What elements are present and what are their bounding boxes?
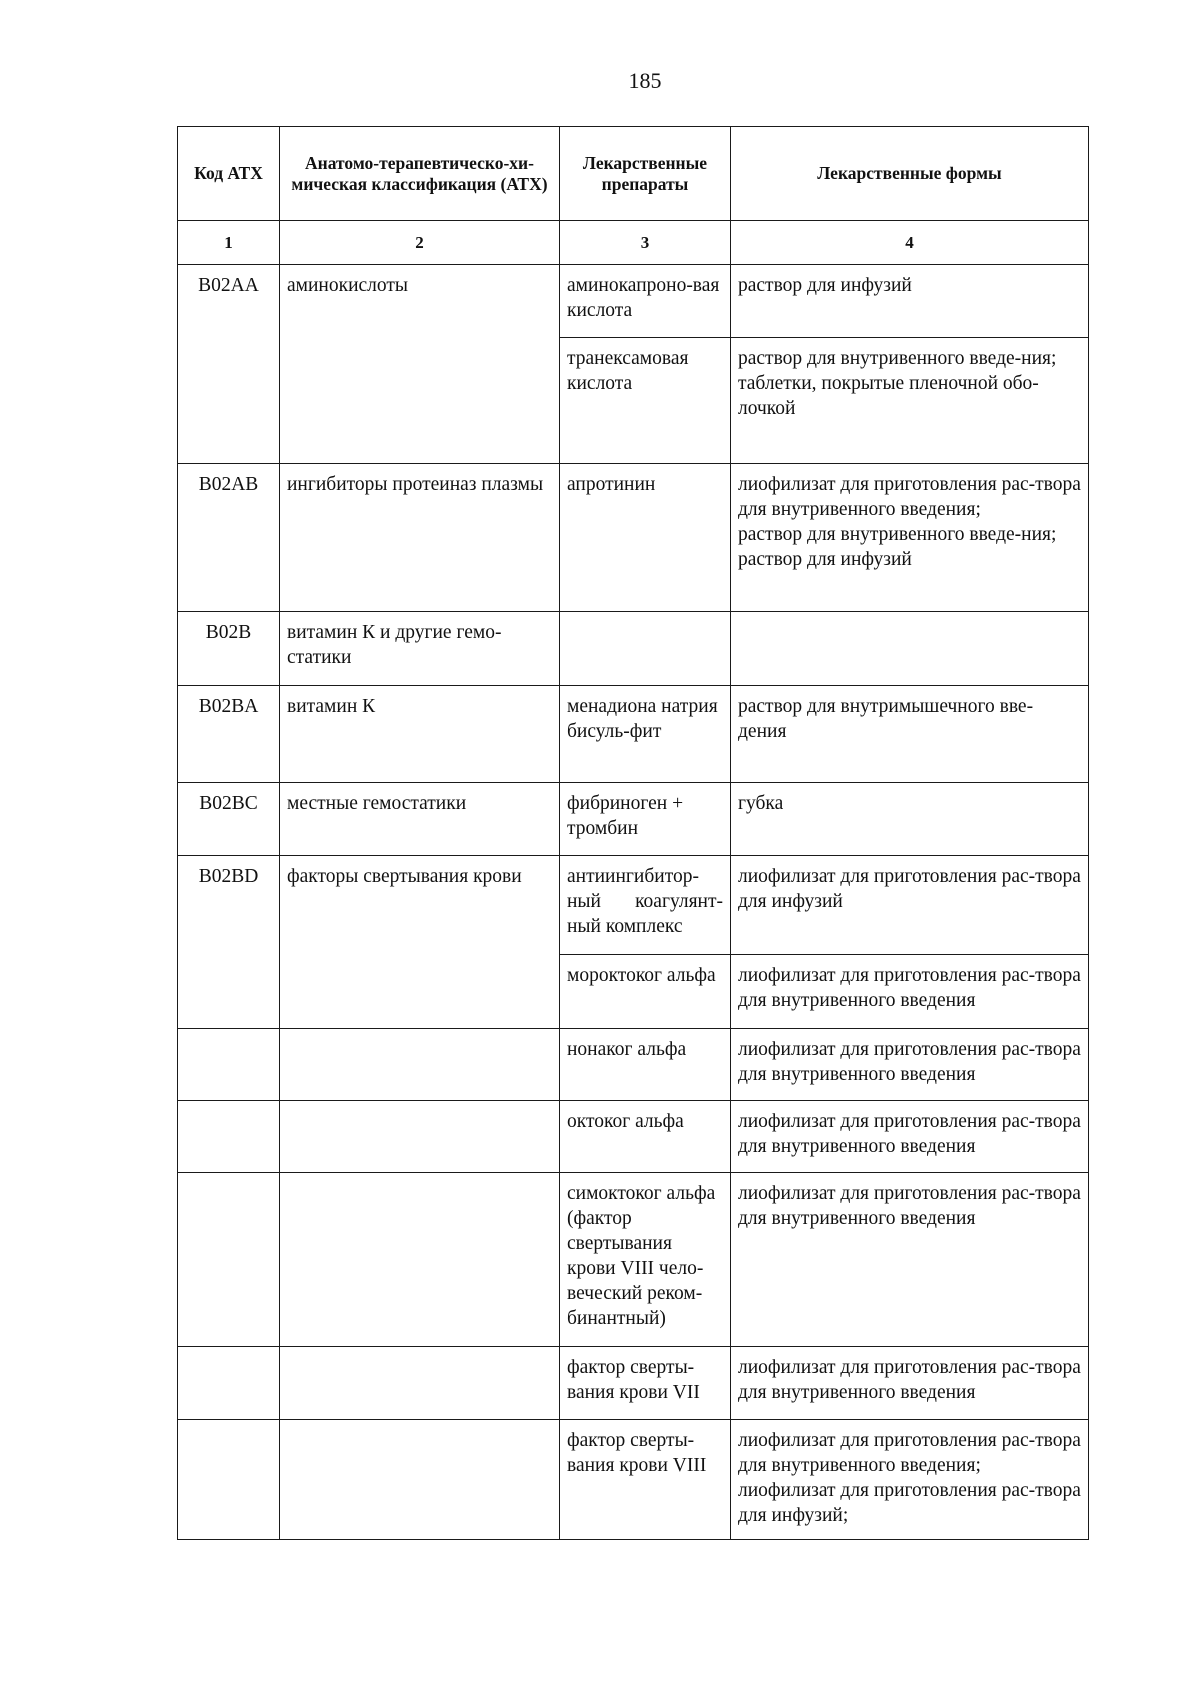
form-line: лиофилизат для приготовления рас-твора для внутривенного введения xyxy=(738,1111,1081,1157)
header-row xyxy=(178,127,1089,221)
table-row xyxy=(178,1101,1089,1173)
table-row xyxy=(178,1029,1089,1101)
table-row xyxy=(178,856,1089,955)
atx-code-cell xyxy=(178,1029,280,1101)
table-row xyxy=(178,612,1089,686)
column-number: 2 xyxy=(280,221,560,265)
atx-code-cell: B02B xyxy=(178,612,280,686)
form-line: лиофилизат для приготовления рас-твора для внутривенного введения xyxy=(738,965,1081,1011)
forms-cell xyxy=(731,464,1089,612)
header-drugs: Лекарственные препараты xyxy=(560,127,731,221)
drug-cell: антиингибитор-ный коагулянт-ный комплекс xyxy=(560,856,731,955)
column-number-row xyxy=(178,221,1089,265)
form-line: таблетки, покрытые пленочной обо-лочкой xyxy=(738,373,1039,419)
classification-cell: ингибиторы протеиназ плазмы xyxy=(280,464,560,612)
form-line: лиофилизат для приготовления рас-твора для внутривенного введения xyxy=(738,1183,1081,1229)
drug-cell: нонаког альфа xyxy=(560,1029,731,1101)
atx-code-cell: B02AB xyxy=(178,464,280,612)
forms-cell xyxy=(731,783,1089,856)
classification-cell: аминокислоты xyxy=(280,265,560,464)
atx-code-cell: B02BD xyxy=(178,856,280,1029)
form-line: раствор для внутривенного введе-ния; xyxy=(738,348,1057,369)
classification-cell xyxy=(280,1029,560,1101)
drug-cell: фибриноген + тромбин xyxy=(560,783,731,856)
forms-cell xyxy=(731,1420,1089,1540)
classification-cell xyxy=(280,1101,560,1173)
drug-cell: фактор сверты-вания крови VIII xyxy=(560,1420,731,1540)
form-line: лиофилизат для приготовления рас-твора для внутривенного введения; xyxy=(738,474,1081,520)
classification-cell: витамин К xyxy=(280,686,560,783)
drug-cell: апротинин xyxy=(560,464,731,612)
forms-cell xyxy=(731,1029,1089,1101)
form-line: раствор для внутривенного введе-ния; xyxy=(738,524,1057,545)
header-classification: Анатомо-терапевтическо-хи-мическая классификация (АТХ) xyxy=(280,127,560,221)
drug-cell: симоктоког альфа (фактор свертывания крови VIII чело-веческий реком-бинантный) xyxy=(560,1173,731,1347)
forms-cell xyxy=(731,265,1089,338)
atx-code-cell xyxy=(178,1173,280,1347)
header-code: Код АТХ xyxy=(178,127,280,221)
forms-cell xyxy=(731,686,1089,783)
table-row xyxy=(178,1173,1089,1347)
form-line: раствор для внутримышечного вве-дения xyxy=(738,696,1034,742)
atx-code-cell xyxy=(178,1420,280,1540)
classification-cell: факторы свертывания крови xyxy=(280,856,560,1029)
forms-cell xyxy=(731,1101,1089,1173)
atx-code-cell: B02BC xyxy=(178,783,280,856)
drug-cell xyxy=(560,612,731,686)
table-row xyxy=(178,265,1089,338)
drug-cell: мороктоког альфа xyxy=(560,955,731,1029)
classification-cell: витамин К и другие гемо-статики xyxy=(280,612,560,686)
form-line: лиофилизат для приготовления рас-твора для внутривенного введения xyxy=(738,1039,1081,1085)
atx-code-cell xyxy=(178,1101,280,1173)
table-row xyxy=(178,783,1089,856)
drug-cell: октоког альфа xyxy=(560,1101,731,1173)
form-line: раствор для инфузий xyxy=(738,549,912,570)
forms-cell xyxy=(731,955,1089,1029)
drug-cell: аминокапроно-вая кислота xyxy=(560,265,731,338)
atx-code-cell: B02AA xyxy=(178,265,280,464)
classification-cell xyxy=(280,1347,560,1420)
drug-cell: фактор сверты-вания крови VII xyxy=(560,1347,731,1420)
classification-cell: местные гемостатики xyxy=(280,783,560,856)
classification-cell xyxy=(280,1420,560,1540)
form-line: лиофилизат для приготовления рас-твора для инфузий xyxy=(738,866,1081,912)
table-row xyxy=(178,686,1089,783)
form-line: лиофилизат для приготовления рас-твора для инфузий; xyxy=(738,1480,1081,1526)
column-number: 4 xyxy=(731,221,1089,265)
form-line: губка xyxy=(738,793,784,814)
form-line: раствор для инфузий xyxy=(738,275,912,296)
forms-cell xyxy=(731,1173,1089,1347)
drug-cell: транексамовая кислота xyxy=(560,338,731,464)
atx-code-cell xyxy=(178,1347,280,1420)
column-number: 3 xyxy=(560,221,731,265)
table-row xyxy=(178,1420,1089,1540)
classification-cell xyxy=(280,1173,560,1347)
page-number: 185 xyxy=(628,68,662,93)
forms-cell xyxy=(731,856,1089,955)
atx-table xyxy=(177,126,1089,1540)
forms-cell xyxy=(731,338,1089,464)
form-line: лиофилизат для приготовления рас-твора для внутривенного введения; xyxy=(738,1430,1081,1476)
header-forms: Лекарственные формы xyxy=(731,127,1089,221)
form-line: лиофилизат для приготовления рас-твора для внутривенного введения xyxy=(738,1357,1081,1403)
forms-cell xyxy=(731,612,1089,686)
column-number: 1 xyxy=(178,221,280,265)
atx-code-cell: B02BA xyxy=(178,686,280,783)
forms-cell xyxy=(731,1347,1089,1420)
drug-cell: менадиона натрия бисуль-фит xyxy=(560,686,731,783)
table-row xyxy=(178,464,1089,612)
table-row xyxy=(178,1347,1089,1420)
